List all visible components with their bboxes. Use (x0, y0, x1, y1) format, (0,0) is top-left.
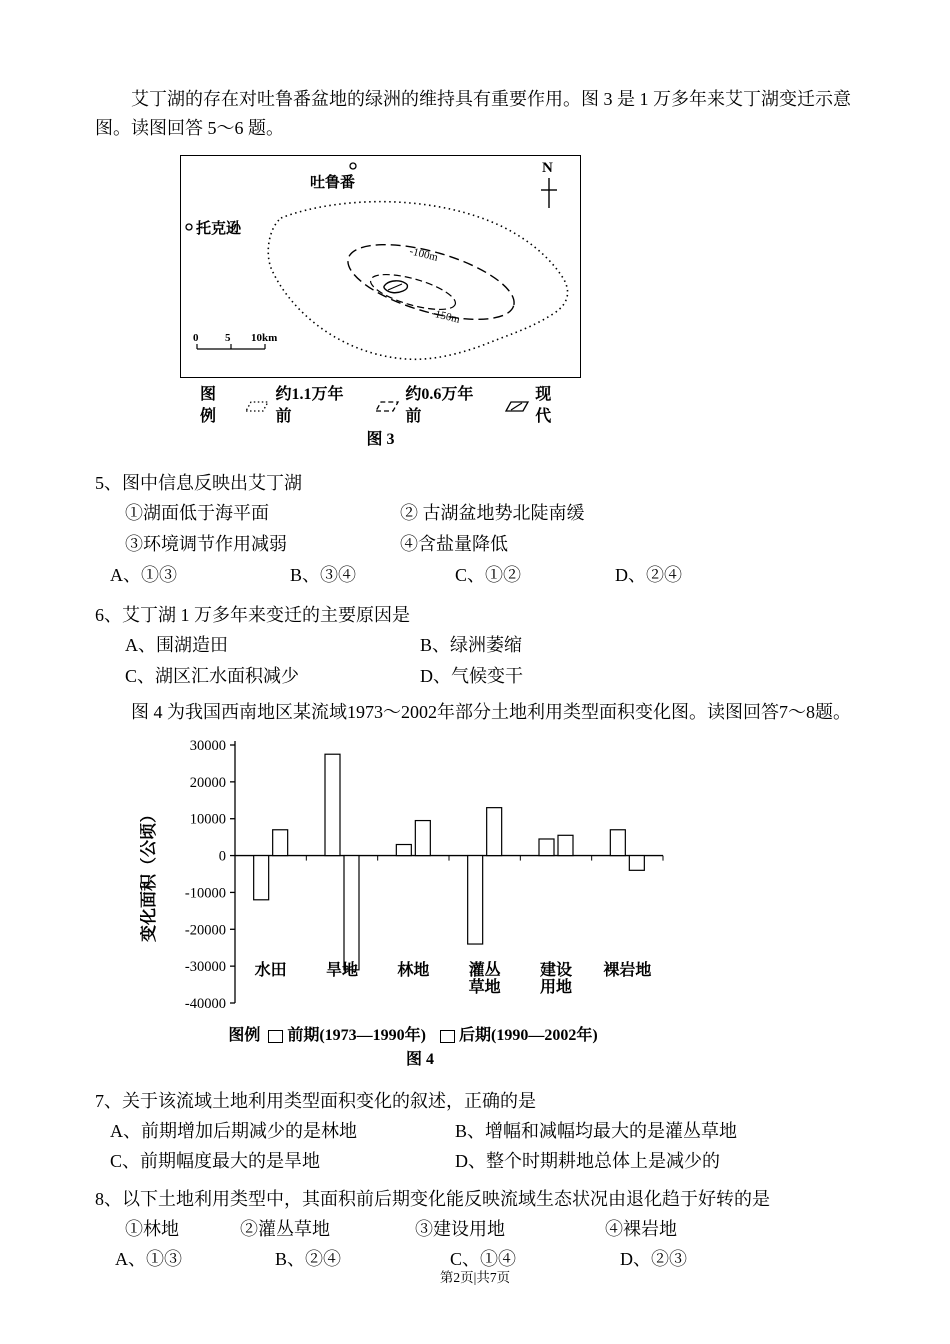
svg-text:裸岩地: 裸岩地 (603, 962, 652, 979)
dashed-parallelogram-icon (370, 399, 402, 414)
legend-item-label: 现代 (535, 386, 552, 425)
dotted-parallelogram-icon (240, 399, 272, 414)
item-3: ③建设用地 (415, 1219, 505, 1239)
svg-text:20000: 20000 (189, 774, 226, 791)
question-6-options-row2 (125, 661, 855, 692)
svg-text:草地: 草地 (468, 979, 501, 996)
question-7-options-row2 (110, 1146, 855, 1176)
legend-item-label: 约1.1万年前 (275, 386, 344, 425)
choice-d: D、整个时期耕地总体上是减少的 (455, 1151, 720, 1171)
legend-item-early (268, 1024, 426, 1048)
white-bar-icon (440, 1030, 455, 1043)
legend-title: 图例 (228, 1027, 261, 1044)
legend-item-modern (500, 384, 565, 428)
item-1: ①林地 (125, 1219, 179, 1239)
question-8-items (125, 1214, 855, 1244)
choice-c: C、①④ (450, 1249, 517, 1269)
item-4: ④裸岩地 (605, 1219, 677, 1239)
legend-item-label: 后期(1990—2002年) (459, 1027, 598, 1044)
legend-title: 图例 (200, 386, 217, 425)
choice-c: C、湖区汇水面积减少 (125, 666, 300, 686)
question-5-options-row1 (125, 498, 855, 529)
tokexun-label: 托克逊 (196, 221, 242, 237)
question-5-choices (110, 560, 855, 590)
option-2: ② 古湖盆地势北陡南缓 (400, 503, 585, 523)
north-label: N (542, 160, 553, 176)
svg-text:10000: 10000 (189, 811, 226, 828)
question-6-stem: 6、艾丁湖 1 万多年来变迁的主要原因是 (95, 605, 410, 625)
legend-item-11000yr (240, 384, 354, 428)
option-4: ④含盐量降低 (400, 534, 508, 554)
choice-a: A、前期增加后期减少的是林地 (110, 1121, 357, 1141)
turpan-label: 吐鲁番 (310, 175, 356, 191)
choice-a: A、①③ (115, 1249, 182, 1269)
question-6 (95, 600, 855, 692)
svg-text:建设: 建设 (539, 962, 573, 979)
choice-d: D、②③ (620, 1249, 687, 1269)
svg-text:0: 0 (218, 848, 226, 865)
contour-100m-label: -100m (408, 245, 440, 264)
choice-a: A、①③ (110, 565, 177, 585)
figure4 (140, 729, 700, 1072)
turpan-city-marker (350, 163, 356, 169)
svg-text:30000: 30000 (189, 738, 226, 754)
choice-c: C、①② (455, 565, 522, 585)
figure3 (180, 155, 581, 452)
svg-text:-40000: -40000 (184, 996, 226, 1012)
tokexun-city-marker (186, 224, 192, 230)
svg-text:-10000: -10000 (184, 885, 226, 902)
scale-5-label: 5 (225, 332, 231, 344)
figure4-caption: 图 4 (405, 1051, 434, 1068)
figure3-legend (200, 384, 581, 428)
figure4-bar-chart (140, 729, 685, 1017)
page-number: 第2页|共7页 (439, 1270, 511, 1285)
question-8 (95, 1184, 855, 1274)
svg-text:-20000: -20000 (184, 922, 226, 939)
svg-text:水田: 水田 (254, 962, 287, 979)
legend-item-6000yr (370, 384, 484, 428)
option-1: ①湖面低于海平面 (125, 503, 269, 523)
intro-paragraph-figure4: 图 4 为我国西南地区某流域1973～2002年部分土地利用类型面积变化图。读图回答7～8题。 (131, 702, 851, 722)
aydingkol-map-svg (181, 156, 579, 376)
svg-text:用地: 用地 (539, 979, 573, 996)
scale-10km-label: 10km (251, 332, 278, 344)
choice-b: B、③④ (290, 565, 357, 585)
figure3-caption: 图 3 (366, 431, 395, 448)
figure4-legend (140, 1024, 700, 1048)
option-3: ③环境调节作用减弱 (125, 534, 287, 554)
legend-item-late (440, 1024, 598, 1048)
legend-item-label: 约0.6万年前 (405, 386, 474, 425)
choice-c: C、前期幅度最大的是旱地 (110, 1151, 321, 1171)
svg-text:变化面积（公顷）: 变化面积（公顷） (140, 806, 158, 942)
contour-150m-label: -150m (430, 307, 462, 326)
white-bar-icon (268, 1030, 283, 1043)
choice-b: B、②④ (275, 1249, 342, 1269)
question-5 (95, 468, 855, 590)
question-7-stem: 7、关于该流域土地利用类型面积变化的叙述，正确的是 (95, 1091, 536, 1111)
svg-text:-30000: -30000 (184, 959, 226, 976)
figure3-map (180, 155, 581, 378)
svg-text:灌丛: 灌丛 (468, 962, 501, 979)
intro-paragraph-aydingkol: 艾丁湖的存在对吐鲁番盆地的绿洲的维持具有重要作用。图 3 是 1 万多年来艾丁湖变迁示意图。读图回答 5～6 题。 (95, 89, 851, 138)
question-7-options-row1 (110, 1116, 855, 1146)
legend-item-label: 前期(1973—1990年) (287, 1027, 426, 1044)
question-5-options-row2 (125, 529, 855, 560)
choice-a: A、围湖造田 (125, 635, 228, 655)
choice-d: D、②④ (615, 565, 682, 585)
svg-text:旱地: 旱地 (325, 962, 359, 979)
choice-b: B、绿洲萎缩 (420, 635, 523, 655)
choice-d: D、气候变干 (420, 666, 523, 686)
choice-b: B、增幅和减幅均最大的是灌丛草地 (455, 1121, 738, 1141)
question-8-stem: 8、以下土地利用类型中，其面积前后期变化能反映流域生态状况由退化趋于好转的是 (95, 1189, 770, 1209)
item-2: ②灌丛草地 (240, 1219, 330, 1239)
svg-text:林地: 林地 (397, 962, 430, 979)
question-7 (95, 1086, 855, 1176)
scale-0-label: 0 (193, 332, 199, 344)
question-6-options-row1 (125, 630, 855, 661)
hatched-parallelogram-icon (500, 399, 532, 414)
question-5-stem: 5、图中信息反映出艾丁湖 (95, 473, 302, 493)
